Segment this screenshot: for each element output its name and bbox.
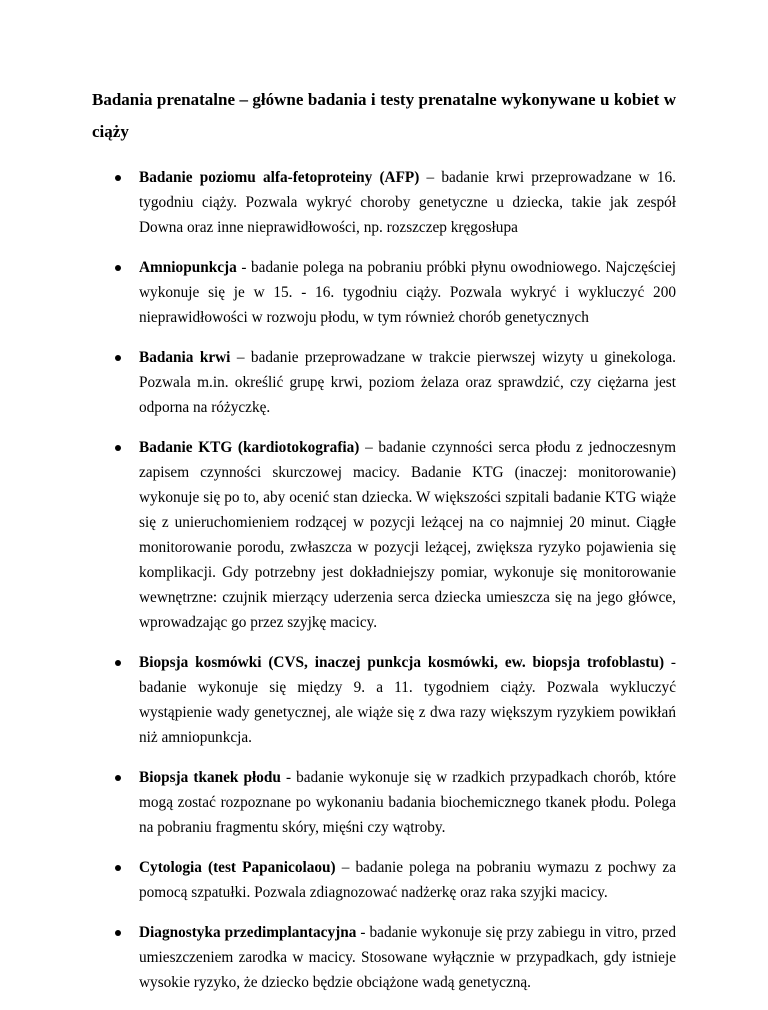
list-item	[0, 855, 676, 905]
list-item	[0, 165, 676, 240]
item-term: Badanie KTG (kardiotokografia)	[139, 439, 360, 456]
item-description: – badanie czynności serca płodu z jednoczesnym zapisem czynności skurczowej macicy. Badanie KTG (inaczej: monitorowanie) wykonuje się po to, aby ocenić stan dziecka. W większości szpitali badanie KTG wiąże się z unieruchomieniem rodzącej w pozycji leżącej na co najmniej 20 minut. Ciągłe monitorowanie porodu, zwłaszcza w pozycji leżącej, zwiększa ryzyko pojawienia się komplikacji. Gdy potrzebny jest dokładniejszy pomiar, wykonuje się monitorowanie wewnętrzne: czujnik mierzący uderzenia serca dziecka umieszcza się na jego główce, wprowadzając go przez szyjkę macicy.	[139, 439, 676, 631]
bullet-icon	[115, 930, 121, 936]
item-term: Badanie poziomu alfa-fetoproteiny (AFP)	[139, 169, 420, 186]
list-item	[0, 650, 676, 750]
item-term: Badania krwi	[139, 349, 231, 366]
list-item	[0, 255, 676, 330]
list-item	[0, 345, 676, 420]
item-description: - badanie wykonuje się przy zabiegu in vitro, przed umieszczeniem zarodka w macicy. Stosowane wyłącznie w przypadkach, gdy istnieje wysokie ryzyko, że dziecko będzie obciążone wadą genetyczną.	[139, 924, 676, 991]
list-item	[0, 435, 676, 635]
test-list	[0, 165, 768, 1010]
bullet-icon	[115, 355, 121, 361]
list-item	[0, 765, 676, 840]
bullet-icon	[115, 445, 121, 451]
item-description: – badanie krwi przeprowadzane w 16. tygodniu ciąży. Pozwala wykryć choroby genetyczne u dziecka, takie jak zespół Downa oraz inne nieprawidłowości, np. rozszczep kręgosłupa	[139, 169, 676, 236]
item-term: Amniopunkcja	[139, 259, 237, 276]
item-term: Biopsja kosmówki (CVS, inaczej punkcja kosmówki, ew. biopsja trofoblastu)	[139, 654, 665, 671]
item-term: Cytologia (test Papanicolaou)	[139, 859, 336, 876]
item-description: – badanie przeprowadzane w trakcie pierwszej wizyty u ginekologa. Pozwala m.in. określić grupę krwi, poziom żelaza oraz sprawdzić, czy ciężarna jest odporna na różyczkę.	[139, 349, 676, 416]
item-term: Diagnostyka przedimplantacyjna	[139, 924, 357, 941]
item-description: - badanie polega na pobraniu próbki płynu owodniowego. Najczęściej wykonuje się je w 15. - 16. tygodniu ciąży. Pozwala wykryć i wykluczyć 200 nieprawidłowości w rozwoju płodu, w tym również chorób genetycznych	[139, 259, 676, 326]
bullet-icon	[115, 865, 121, 871]
list-item	[0, 920, 676, 995]
bullet-icon	[115, 775, 121, 781]
item-description: - badanie wykonuje się między 9. a 11. tygodniem ciąży. Pozwala wykluczyć wystąpienie wady genetycznej, ale wiąże się z dwa razy większym ryzykiem powikłań niż amniopunkcja.	[139, 654, 676, 746]
item-description: - badanie wykonuje się w rzadkich przypadkach chorób, które mogą zostać rozpoznane po wykonaniu badania biochemicznego tkanek płodu. Polega na pobraniu fragmentu skóry, mięśni czy wątroby.	[139, 769, 676, 836]
bullet-icon	[115, 265, 121, 271]
item-description: – badanie polega na pobraniu wymazu z pochwy za pomocą szpatułki. Pozwala zdiagnozować nadżerkę oraz raka szyjki macicy.	[139, 859, 676, 901]
item-term: Biopsja tkanek płodu	[139, 769, 281, 786]
document-title: Badania prenatalne – główne badania i testy prenatalne wykonywane u kobiet w ciąży	[92, 90, 676, 141]
bullet-icon	[115, 660, 121, 666]
bullet-icon	[115, 175, 121, 181]
